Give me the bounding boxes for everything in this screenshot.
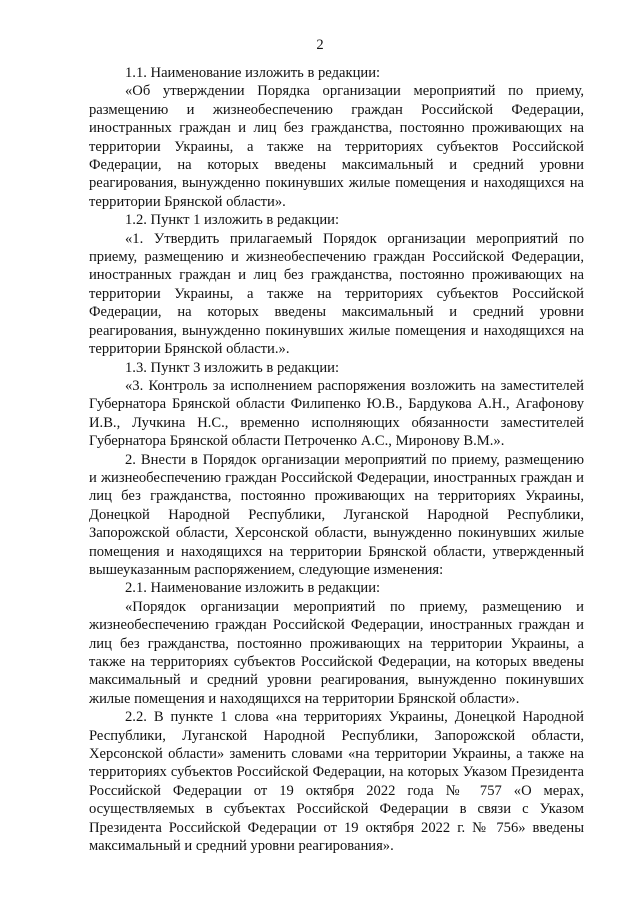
paragraph-1-1-text: «Об утверждении Порядка организации мероприятий по приему, размещению и жизнеобеспечению граждан Российской Федерации, иностранных граждан и лиц без гражданства, постоянно проживающих на территории Украины, а также на территориях субъектов Российской Федерации, на которых введены максимальный и средний уровни реагирования, вынужденно покинувших жилые помещения и находящихся на территории Брянской области». [89, 83, 584, 210]
paragraph-2-1-text: «Порядок организации мероприятий по приему, размещению и жизнеобеспечению граждан Российской Федерации, иностранных граждан и лиц без гражданства, постоянно проживающих на территории Украины, а также на территориях субъектов Российской Федерации, на которых введены максимальный и средний уровни реагирования, вынужденно покинувших жилые помещения и находящихся на территории Брянской области». [89, 598, 584, 707]
paragraph-2-text: 2. Внести в Порядок организации мероприятий по приему, размещению и жизнеобеспечению граждан Российской Федерации, иностранных граждан и лиц без гражданства, постоянно проживающих на территориях Украины, Донецкой Народной Республики, Луганской Народной Республики, Запорожской области, Херсонской области, вынужденно покинувших жилые помещения и находящихся на территории Брянской области, утвержденный вышеуказанным распоряжением, следующие изменения: [89, 451, 584, 578]
paragraph-1-3-heading: 1.3. Пункт 3 изложить в редакции: [125, 359, 340, 376]
paragraph-1-3-text: «3. Контроль за исполнением распоряжения возложить на заместителей Губернатора Брянской области Филипенко Ю.В., Бардукова А.Н., Агафонову И.В., Лучкина Н.С., временно исполняющих обязанности заместителей Губернатора Брянской области Петроченко А.С., Миронову В.М.». [89, 377, 584, 450]
paragraph-2-1-heading: 2.1. Наименование изложить в редакции: [125, 580, 381, 597]
paragraph-1-1-heading: 1.1. Наименование изложить в редакции: [125, 65, 381, 81]
paragraph-1-2-heading: 1.2. Пункт 1 изложить в редакции: [125, 212, 340, 229]
paragraph-1-2-text: «1. Утвердить прилагаемый Порядок организации мероприятий по приему, размещению и жизнеобеспечению граждан Российской Федерации, иностранных граждан и лиц без гражданства, постоянно проживающих на территории Украины, а также на территориях субъектов Российской Федерации, на которых введены максимальный и средний уровни реагирования, вынужденно покинувших жилые помещения и находящихся на территории Брянской области.». [89, 230, 584, 358]
page-number: 2 [316, 37, 324, 53]
paragraph-2-2-text: 2.2. В пункте 1 слова «на территориях Украины, Донецкой Народной Республики, Луганской Народной Республики, Запорожской области, Херсонской области» заменить словами «на территории Украины, а также на территориях субъектов Российской Федерации, на которых Указом Президента Российской Федерации от 19 октября 2022 года № 757 «О мерах, осуществляемых в субъектах Российской Федерации в связи с Указом Президента Российской Федерации от 19 октября 2022 г. № 756» введены максимальный и средний уровни реагирования». [89, 709, 584, 855]
document-body [89, 64, 584, 855]
